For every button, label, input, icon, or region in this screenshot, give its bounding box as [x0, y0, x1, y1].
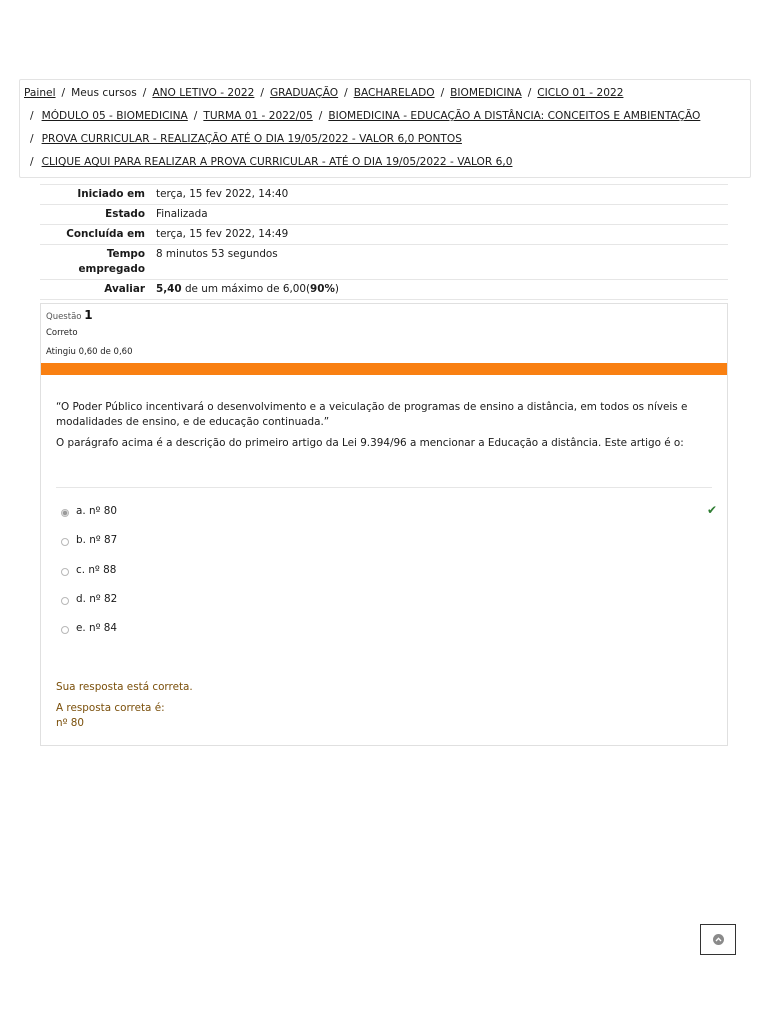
- time-label-line-1: Tempo: [106, 248, 145, 260]
- answer-radio[interactable]: [61, 538, 69, 546]
- breadcrumb-separator: /: [61, 87, 66, 99]
- question-label: Questão: [46, 312, 82, 322]
- summary-row-time: [40, 245, 728, 280]
- question-state: Correto: [46, 328, 78, 338]
- question-grade: Atingiu 0,60 de 0,60: [46, 347, 133, 357]
- breadcrumb-separator: /: [193, 110, 198, 122]
- summary-row-completed: [40, 225, 728, 245]
- grade-label: Avaliar: [40, 280, 153, 300]
- grade-text: de um máximo de 6,00(: [181, 283, 311, 295]
- answer-label: a. nº 80: [76, 505, 117, 517]
- breadcrumb-item[interactable]: BIOMEDICINA - EDUCAÇÃO A DISTÂNCIA: CONCEITOS E AMBIENTAÇÃO: [328, 110, 701, 122]
- answer-list: [61, 503, 717, 651]
- breadcrumb-item: Meus cursos: [71, 87, 137, 99]
- breadcrumb-separator: /: [344, 87, 348, 99]
- question-card: [40, 303, 728, 746]
- attempt-summary: [40, 184, 728, 300]
- answer-radio[interactable]: [61, 568, 69, 576]
- question-number: [46, 308, 132, 322]
- grade-value: [153, 280, 728, 300]
- answer-label: e. nº 84: [76, 622, 118, 635]
- started-label: Iniciado em: [40, 185, 153, 205]
- breadcrumb-separator: /: [142, 87, 147, 99]
- answer-option[interactable]: [61, 593, 711, 622]
- answer-radio[interactable]: [61, 597, 69, 605]
- breadcrumb-line-3: [30, 133, 462, 145]
- right-answer-value: nº 80: [56, 717, 85, 729]
- breadcrumb-separator: /: [440, 87, 445, 99]
- summary-row-started: [40, 185, 728, 205]
- question-text: [56, 400, 716, 457]
- breadcrumb-line-1: [24, 87, 623, 99]
- completed-label: Concluída em: [40, 225, 153, 245]
- check-icon: ✔: [706, 503, 717, 517]
- breadcrumb-separator: /: [30, 110, 34, 122]
- scroll-to-top-button[interactable]: [700, 924, 736, 955]
- breadcrumb-item[interactable]: BIOMEDICINA: [450, 87, 522, 99]
- answer-option[interactable]: [61, 534, 711, 563]
- question-text-prompt: O parágrafo acima é a descrição do primeiro artigo da Lei 9.394/96 a mencionar a Educação a distância. Este artigo é o:: [56, 437, 684, 449]
- breadcrumb-item[interactable]: Painel: [24, 87, 56, 99]
- breadcrumb-separator: /: [30, 156, 34, 168]
- summary-row-state: [40, 205, 728, 225]
- breadcrumb-separator: /: [318, 110, 323, 122]
- grade-percent: 90%: [310, 283, 335, 295]
- breadcrumb-item[interactable]: CICLO 01 - 2022: [537, 87, 624, 99]
- question-info: [46, 308, 132, 357]
- summary-row-grade: [40, 280, 728, 300]
- answer-label: b. nº 87: [76, 534, 118, 547]
- breadcrumb-item[interactable]: PROVA CURRICULAR - REALIZAÇÃO ATÉ O DIA 19/05/2022 - VALOR 6,0 PONTOS: [41, 133, 462, 145]
- question-header-bar: [41, 363, 727, 375]
- breadcrumb-line-4: [30, 156, 512, 168]
- state-value: Finalizada: [153, 205, 728, 225]
- breadcrumb-separator: /: [260, 87, 264, 99]
- state-label: Estado: [40, 205, 153, 225]
- breadcrumb-item[interactable]: ANO LETIVO - 2022: [152, 87, 255, 99]
- breadcrumb-separator: /: [527, 87, 532, 99]
- answer-radio[interactable]: [61, 626, 69, 634]
- right-answer-label: A resposta correta é:: [56, 702, 165, 714]
- breadcrumb-line-2: [30, 110, 700, 122]
- chevron-up-circle-icon: [713, 934, 724, 945]
- answer-option[interactable]: [61, 503, 717, 534]
- breadcrumb-item[interactable]: BACHARELADO: [353, 87, 435, 99]
- answer-option[interactable]: [61, 622, 711, 651]
- completed-value: terça, 15 fev 2022, 14:49: [153, 225, 728, 245]
- answer-option[interactable]: [61, 564, 711, 593]
- answer-label: d. nº 82: [76, 592, 118, 605]
- breadcrumb-item[interactable]: GRADUAÇÃO: [269, 87, 339, 99]
- breadcrumb-separator: /: [30, 133, 34, 145]
- answer-radio[interactable]: [61, 509, 69, 517]
- time-label-line-2: empregado: [78, 263, 145, 275]
- question-number-value: 1: [84, 308, 93, 322]
- grade-score: 5,40: [156, 283, 182, 295]
- started-value: terça, 15 fev 2022, 14:40: [153, 185, 728, 205]
- time-value: 8 minutos 53 segundos: [153, 245, 728, 280]
- grade-close: ): [334, 283, 339, 295]
- feedback-text: Sua resposta está correta.: [56, 681, 193, 693]
- time-label: [40, 245, 153, 280]
- question-text-quote: “O Poder Público incentivará o desenvolvimento e a veiculação de programas de ensino a distância, em todos os níveis e modalidades de ensino, e de educação continuada.”: [56, 401, 688, 428]
- breadcrumb-item[interactable]: MÓDULO 05 - BIOMEDICINA: [41, 110, 188, 122]
- breadcrumb-item[interactable]: TURMA 01 - 2022/05: [203, 110, 313, 122]
- breadcrumb-item[interactable]: CLIQUE AQUI PARA REALIZAR A PROVA CURRICULAR - ATÉ O DIA 19/05/2022 - VALOR 6,0: [41, 156, 513, 168]
- breadcrumb: [19, 79, 751, 178]
- divider: [56, 487, 712, 488]
- feedback: [56, 680, 193, 731]
- answer-label: c. nº 88: [76, 563, 117, 576]
